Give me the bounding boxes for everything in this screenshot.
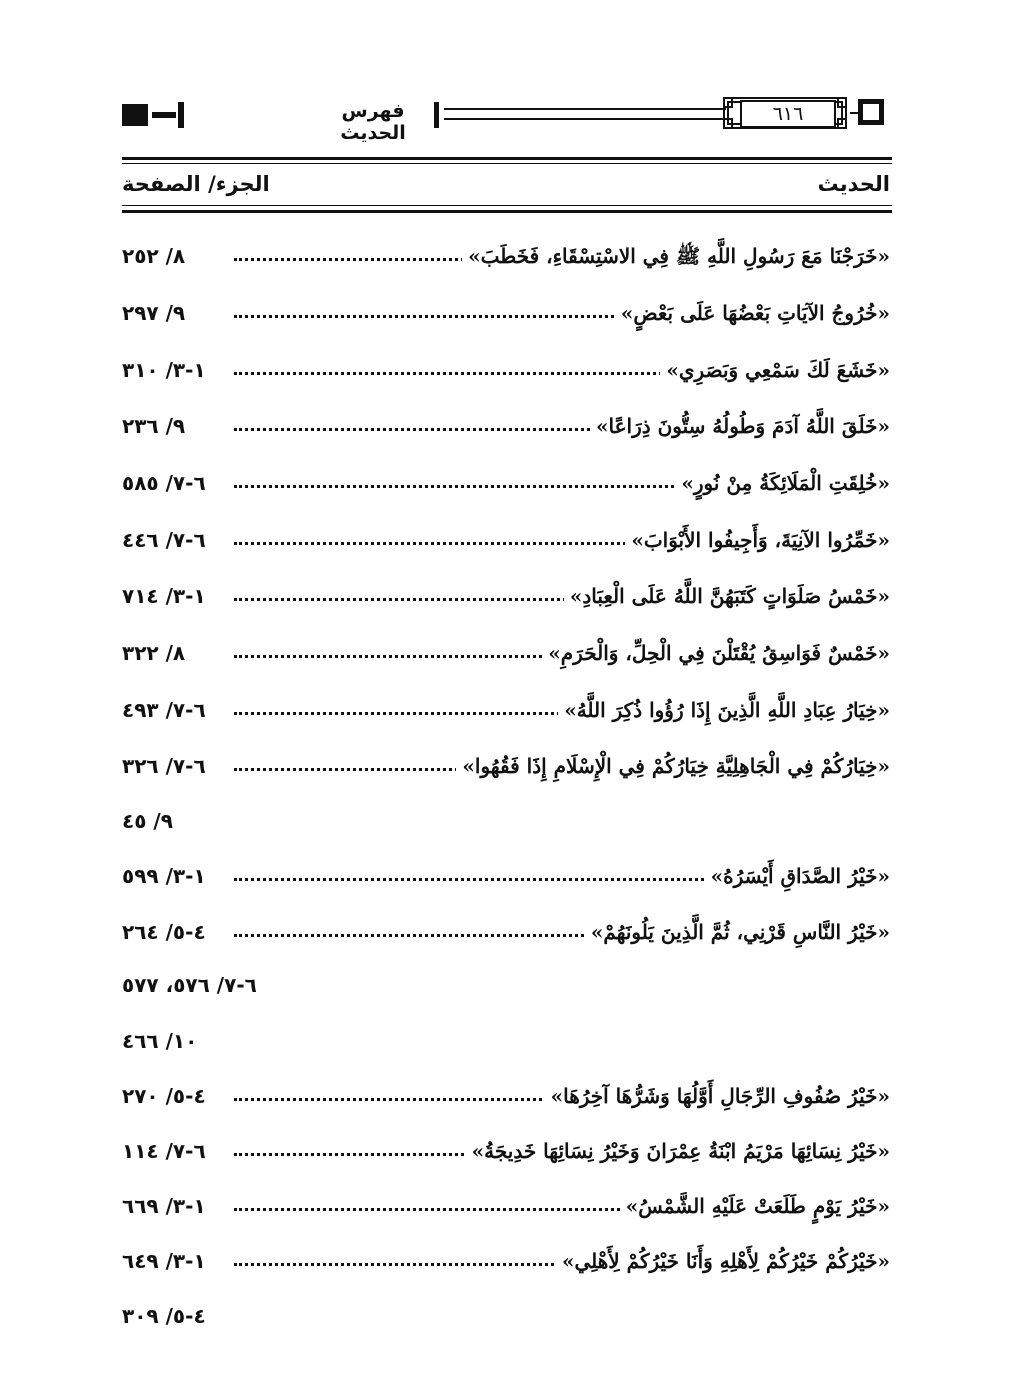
column-head-volume-page: الجزء/ الصفحة (122, 172, 270, 196)
volume-page-ref: ٩/ ٢٩٧ (122, 293, 191, 333)
hadith-text: «خِيَارُ عِبَادِ اللَّهِ الَّذِينَ إِذَا رُؤُوا ذُكِرَ اللَّهُ» (558, 690, 890, 730)
volume-page-ref: ١-٣/ ٦٤٩ (122, 1241, 212, 1281)
index-row (122, 856, 890, 896)
index-row (122, 463, 890, 503)
hadith-text: «خُرُوجُ الآيَاتِ بَعْضُهَا عَلَى بَعْضٍ» (615, 293, 890, 333)
volume-page-ref: ١-٣/ ٥٩٩ (122, 856, 212, 896)
hadith-text: «خَيْرُ صُفُوفِ الرِّجَالِ أَوَّلُهَا وَشَرُّهَا آخِرُهَا» (545, 1076, 890, 1116)
hadith-text: «خَرَجْنَا مَعَ رَسُولِ اللَّهِ ﷺ فِي الاسْتِسْقَاءِ، فَخَطَبَ» (462, 236, 890, 276)
hadith-text: «خَيْرُ النَّاسِ قَرْنِي، ثُمَّ الَّذِينَ يَلُونَهُمْ» (585, 912, 890, 952)
index-row (122, 406, 890, 446)
header-ornament-right (858, 99, 884, 125)
index-row (122, 690, 890, 730)
index-row (122, 1131, 890, 1171)
index-row (122, 520, 890, 560)
index-row-continuation (122, 965, 890, 1005)
hadith-text: «خَمْسُ صَلَوَاتٍ كَتَبَهُنَّ اللَّهُ عَلَى الْعِبَادِ» (564, 576, 890, 616)
volume-page-ref: ٤-٥/ ٣٠٩ (122, 1296, 206, 1336)
header-line-top (444, 108, 726, 110)
volume-page-ref: ٩/ ٤٥ (122, 801, 173, 841)
index-row (122, 1076, 890, 1116)
hadith-text: «خَلَقَ اللَّهُ آدَمَ وَطُولُهُ سِتُّونَ ذِرَاعًا» (590, 406, 890, 446)
index-row (122, 576, 890, 616)
index-row (122, 746, 890, 786)
running-header (122, 94, 892, 144)
volume-page-ref: ٨/ ٢٥٢ (122, 236, 191, 276)
volume-page-ref: ١-٣/ ٣١٠ (122, 350, 212, 390)
header-rule-thin (122, 163, 892, 164)
hadith-text: «خَيْرُ نِسَائِهَا مَرْيَمُ ابْنَةُ عِمْرَانَ وَخَيْرُ نِسَائِهَا خَدِيجَةُ» (466, 1131, 890, 1171)
header-rule-thick (122, 157, 892, 160)
index-row (122, 236, 890, 276)
volume-page-ref: ٦-٧/ ٥٨٥ (122, 463, 212, 503)
hadith-text: «خَمْسٌ فَوَاسِقُ يُقْتَلْنَ فِي الْحِلِّ، وَالْحَرَمِ» (542, 633, 890, 673)
index-row-continuation (122, 1296, 890, 1336)
volume-page-ref: ٦-٧/ ٥٧٦، ٥٧٧ (122, 965, 257, 1005)
volume-page-ref: ٤-٥/ ٢٧٠ (122, 1076, 212, 1116)
hadith-text: «خَيْرُ يَوْمٍ طَلَعَتْ عَلَيْهِ الشَّمْسُ» (620, 1186, 890, 1226)
page-number: ٦١٦ (740, 100, 836, 128)
volume-page-ref: ٦-٧/ ٤٤٦ (122, 520, 212, 560)
index-row-continuation (122, 801, 890, 841)
hadith-text: «خَيْرُكُمْ خَيْرُكُمْ لِأَهْلِهِ وَأَنَا خَيْرُكُمْ لِأَهْلِي» (556, 1241, 890, 1281)
header-line-bottom (444, 118, 726, 120)
header-ornament-left-bar (152, 112, 176, 118)
header-title: فهرس الحديث (340, 100, 406, 144)
index-row (122, 350, 890, 390)
volume-page-ref: ٨/ ٣٢٢ (122, 633, 191, 673)
volume-page-ref: ٦-٧/ ١١٤ (122, 1131, 212, 1171)
index-row (122, 912, 890, 952)
volume-page-ref: ٤-٥/ ٢٦٤ (122, 912, 212, 952)
hadith-text: «خُلِقَتِ الْمَلَائِكَةُ مِنْ نُورٍ» (675, 463, 890, 503)
index-row (122, 1241, 890, 1281)
volume-page-ref: ١-٣/ ٦٦٩ (122, 1186, 212, 1226)
volume-page-ref: ٦-٧/ ٣٢٦ (122, 746, 212, 786)
hadith-text: «خَشَعَ لَكَ سَمْعِي وَبَصَرِي» (660, 350, 890, 390)
volume-page-ref: ٩/ ٢٣٦ (122, 406, 191, 446)
header-ornament-left (122, 104, 148, 126)
column-head-rule-thin (122, 205, 892, 206)
hadith-text: «خَيْرُ الصَّدَاقِ أَيْسَرُهُ» (705, 856, 890, 896)
column-head-hadith: الحديث (817, 172, 890, 196)
index-row (122, 1186, 890, 1226)
column-head-rule-thick (122, 210, 892, 213)
header-ornament-title-stub (434, 102, 439, 128)
volume-page-ref: ١-٣/ ٧١٤ (122, 576, 212, 616)
hadith-text: «خَمِّرُوا الآنِيَةَ، وَأَجِيفُوا الأَبْوَابَ» (625, 520, 890, 560)
volume-page-ref: ٦-٧/ ٤٩٣ (122, 690, 212, 730)
volume-page-ref: ١٠/ ٤٦٦ (122, 1021, 197, 1061)
index-row-continuation (122, 1021, 890, 1061)
header-ornament-left-stub (178, 102, 184, 128)
hadith-text: «خِيَارُكُمْ فِي الْجَاهِلِيَّةِ خِيَارُكُمْ فِي الْإِسْلَامِ إِذَا فَقُهُوا» (456, 746, 890, 786)
index-row (122, 633, 890, 673)
index-row (122, 293, 890, 333)
